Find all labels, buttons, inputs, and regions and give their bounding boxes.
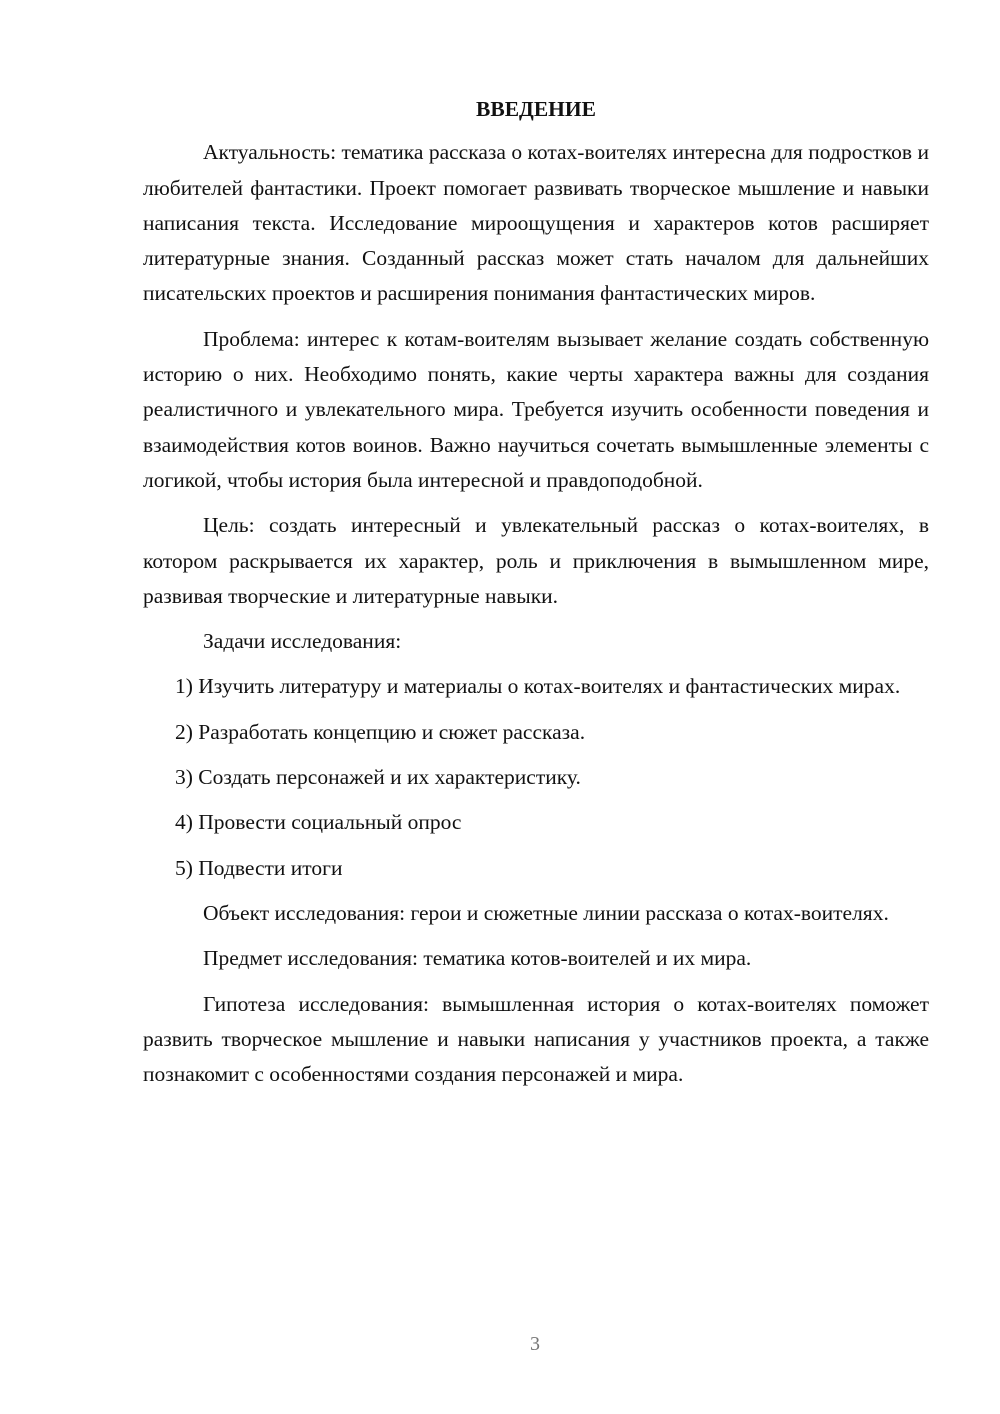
task-item-4: 4) Провести социальный опрос <box>175 810 462 835</box>
task-item-5: 5) Подвести итоги <box>175 855 343 880</box>
paragraph-hypothesis: Гипотеза исследования: вымышленная история о котах-воителях поможет развить творческое мышление и навыки написания у участников проекта, а также познакомит с особенностями создания персонажей и мира. <box>143 991 929 1087</box>
section-title: ВВЕДЕНИЕ <box>476 97 596 121</box>
paragraph-relevance: Актуальность: тематика рассказа о котах-воителях интересна для подростков и любителей фантастики. Проект помогает развивать творческое мышление и навыки написания текста. Исследование мироощущения и характеров котов расширяет литературные знания. Созданный рассказ может стать началом для дальнейших писательских проектов и расширения понимания фантастических миров. <box>143 140 929 306</box>
paragraph-problem: Проблема: интерес к котам-воителям вызывает желание создать собственную историю о них. Необходимо понять, какие черты характера важны для создания реалистичного и увлекательного мира. Требуется изучить особенности поведения и взаимодействия котов воинов. Важно научиться сочетать вымышленные элементы с логикой, чтобы история была интересной и правдоподобной. <box>143 326 929 492</box>
tasks-heading: Задачи исследования: <box>203 629 402 654</box>
task-item-2: 2) Разработать концепцию и сюжет рассказа. <box>175 719 586 744</box>
paragraph-subject: Предмет исследования: тематика котов-воителей и их мира. <box>203 946 752 971</box>
task-item-3: 3) Создать персонажей и их характеристику. <box>175 765 581 790</box>
paragraph-object: Объект исследования: герои и сюжетные линии рассказа о котах-воителях. <box>203 900 889 925</box>
document-page <box>143 92 929 1102</box>
paragraph-goal: Цель: создать интересный и увлекательный рассказ о котах-воителях, в котором раскрывается их характер, роль и приключения в вымышленном мире, развивая творческие и литературные навыки. <box>143 513 929 608</box>
page-number: 3 <box>530 1333 540 1355</box>
task-item-1: 1) Изучить литературу и материалы о котах-воителях и фантастических мирах. <box>175 674 901 699</box>
